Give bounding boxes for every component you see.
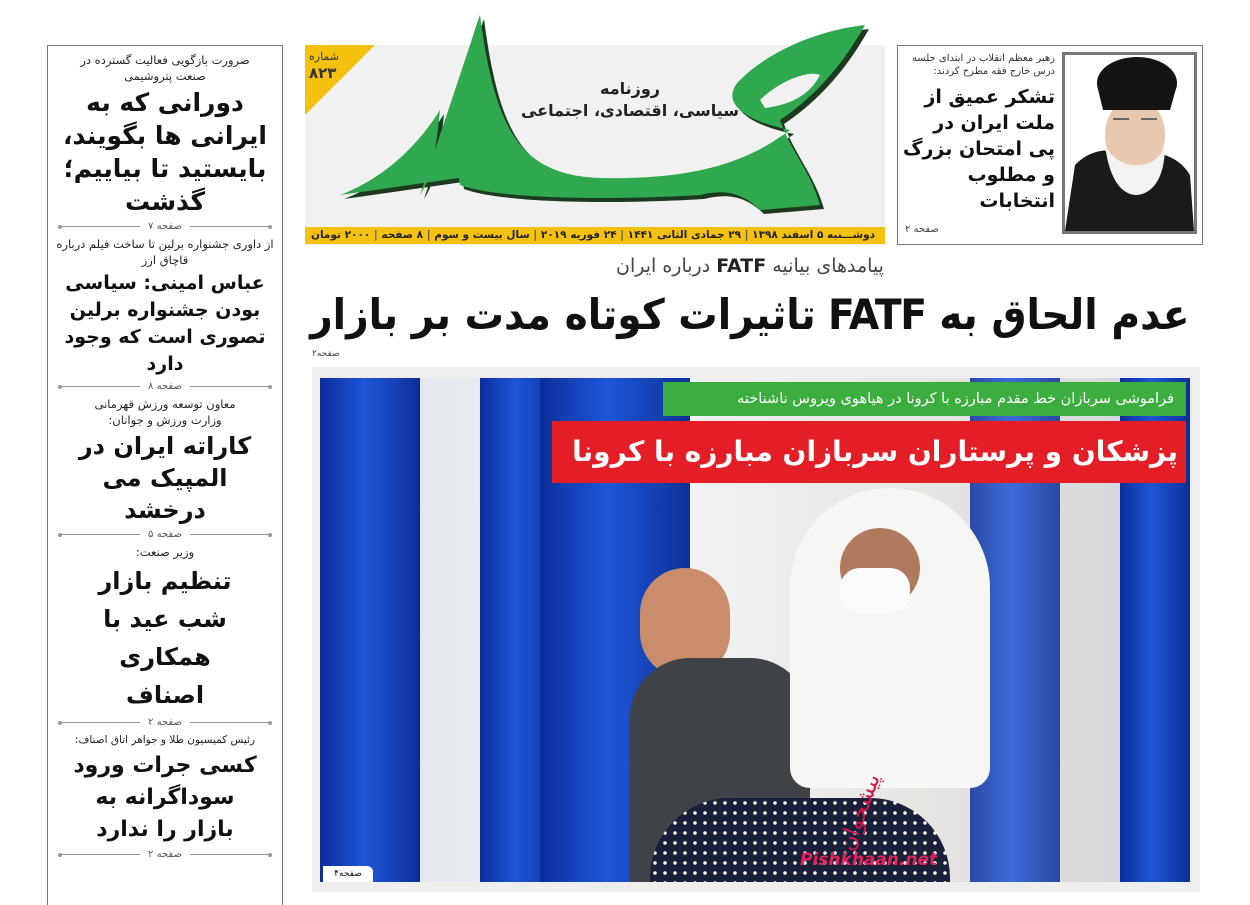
story-kicker: از داوری جشنواره برلین تا ساخت فیلم درباره قاچاق ارز: [56, 237, 274, 267]
date-weekday: دوشـــنبه ۵ اسفند ۱۳۹۸: [752, 229, 875, 241]
sidebar-story[interactable]: [56, 236, 274, 392]
tagline-line: روزنامه: [600, 79, 660, 98]
page-count: | ۸ صفحه: [381, 229, 430, 241]
story-headline[interactable]: تنظیم بازار شب عید با همکاری اصناف: [98, 567, 232, 709]
subhead-text: درباره ایران: [616, 255, 711, 277]
sidebar-story[interactable]: [56, 544, 274, 728]
page-reference: [60, 381, 270, 392]
sidebar-column: [47, 45, 283, 905]
main-subhead: [300, 255, 1200, 277]
story-headline[interactable]: کسی جرات ورود سوداگرانه به بازار را ندارد: [73, 753, 257, 842]
sidebar-story[interactable]: [56, 732, 274, 860]
main-headline-container: [300, 286, 1200, 344]
page-reference: [60, 221, 270, 232]
page-number: صفحه ۲: [905, 224, 939, 235]
page-reference: [60, 849, 270, 860]
tagline-line: سیاسی، اقتصادی، اجتماعی: [520, 101, 740, 120]
date-gregorian: | ۲۴ فوریه ۲۰۱۹: [541, 229, 624, 241]
page-number: صفحه ۲: [148, 717, 182, 728]
tagline: [520, 78, 740, 122]
page-number: صفحه ۲: [148, 849, 182, 860]
story-kicker: وزیر صنعت:: [135, 545, 195, 559]
story-headline[interactable]: عباس امینی: سیاسی بودن جشنواره برلین تصوری است که وجود دارد: [64, 272, 266, 375]
main-headline[interactable]: عدم الحاق به FATF تاثیرات کوتاه مدت بر بازار: [310, 290, 1190, 339]
page-number: صفحه ۵: [148, 529, 182, 540]
price: | ۲۰۰۰ تومان: [311, 229, 378, 241]
page-number: صفحه۴: [323, 866, 373, 882]
subhead-text: پیامدهای بیانیه: [772, 255, 884, 277]
portrait-image: [1065, 55, 1194, 231]
issue-value: ۸۲۳: [309, 64, 337, 82]
story-headline[interactable]: کاراته ایران در المپیک می درخشد: [78, 432, 252, 524]
story-kicker: رئیس کمیسیون طلا و جواهر اتاق اصناف:: [74, 734, 256, 746]
story-kicker: ضرورت بازگویی فعالیت گسترده در صنعت پتروشیمی: [80, 53, 250, 83]
story-kicker: رهبر معظم انقلاب در ابتدای جلسه درس خارج فقه مطرح کردند:: [911, 53, 1055, 77]
leader-photo: [1062, 52, 1197, 234]
story-headline[interactable]: دورانی که به ایرانی ها بگویند، بایستید تا بیاییم؛ گذشت: [62, 88, 268, 216]
page-reference: [60, 529, 270, 540]
sidebar-story[interactable]: [56, 396, 274, 540]
face-mask: [840, 568, 910, 613]
story-headline[interactable]: تشکر عمیق از ملت ایران در پی امتحان بزرگ و مطلوب انتخابات: [902, 86, 1055, 212]
volume-year: | سال بیست و سوم: [434, 229, 537, 241]
sidebar-story[interactable]: [56, 52, 274, 232]
page-number: صفحه ۸: [148, 381, 182, 392]
page-number: صفحه ۷: [148, 221, 182, 232]
photo-headline[interactable]: پزشکان و پرستاران سربازان مبارزه با کرونا: [552, 421, 1186, 483]
watermark: Pishkhaan.net: [800, 850, 938, 870]
date-hijri: | ۲۹ جمادی الثانی ۱۴۴۱: [628, 229, 749, 241]
issue-label: شماره: [309, 50, 340, 63]
blue-bar: [320, 378, 420, 882]
subhead-fatf: FATF: [716, 255, 767, 277]
issue-number: [309, 49, 339, 81]
leader-story-text: [903, 52, 1055, 217]
story-kicker: معاون توسعه ورزش قهرمانی وزارت ورزش و جوانان:: [94, 397, 236, 427]
page-number: صفحه۲: [312, 349, 340, 359]
dateline: [305, 227, 885, 244]
page-reference: [60, 717, 270, 728]
photo-kicker: فراموشی سربازان خط مقدم مبارزه با کرونا در هیاهوی ویروس ناشناخته: [663, 382, 1186, 416]
watermark-persian: پیشخوان: [834, 770, 886, 855]
